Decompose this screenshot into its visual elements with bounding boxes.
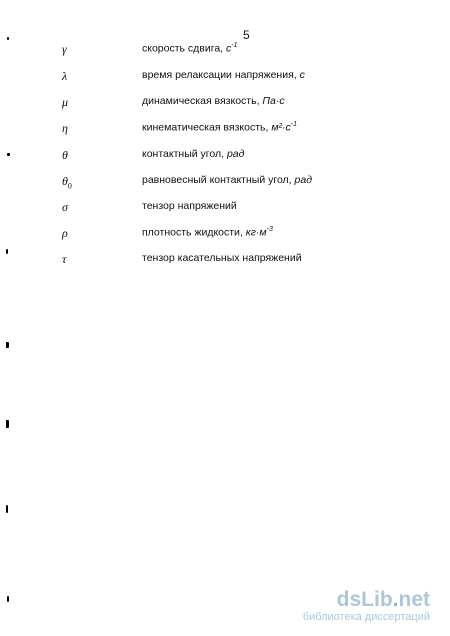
watermark <box>270 588 442 628</box>
definition-tau: тензор касательных напряжений <box>142 252 302 264</box>
symbol-theta-zero: $\theta_0$ <box>62 174 72 191</box>
symbol-sigma: σ <box>62 200 68 214</box>
definition-theta: контактный угол, рад <box>142 148 245 160</box>
scan-mark <box>7 153 10 156</box>
definition-rho: плотность жидкости, $кг\cdot м^{-3}$ <box>142 226 273 239</box>
symbol-gamma: γ <box>62 42 67 56</box>
scan-mark <box>6 249 8 254</box>
symbol-eta: η <box>62 121 68 135</box>
symbol-theta: θ <box>62 148 68 162</box>
symbol-mu: μ <box>62 95 69 109</box>
symbol-tau: τ <box>62 252 67 266</box>
definition-mu: динамическая вязкость, Па·с <box>142 95 285 107</box>
definition-eta: кинематическая вязкость, $м^2\cdot с^{-1}$ <box>142 121 297 134</box>
scan-mark <box>7 596 9 602</box>
watermark-subtitle: библиотека диссертаций <box>302 611 430 623</box>
watermark-logo: dsLib.net <box>336 588 430 611</box>
definition-theta-zero: равновесный контактный угол, рад <box>142 174 313 186</box>
symbol-lambda: λ <box>62 69 68 83</box>
definition-gamma: скорость сдвига, $с^{-1}$ <box>142 42 238 55</box>
scan-mark <box>6 342 9 348</box>
scan-mark <box>6 505 8 513</box>
definition-lambda: время релаксации напряжения, с <box>142 69 305 81</box>
symbol-rho: ρ <box>62 226 68 240</box>
page-number: 5 <box>243 28 250 42</box>
scan-mark <box>7 37 9 40</box>
definition-sigma: тензор напряжений <box>142 200 237 212</box>
scan-mark <box>6 420 9 428</box>
